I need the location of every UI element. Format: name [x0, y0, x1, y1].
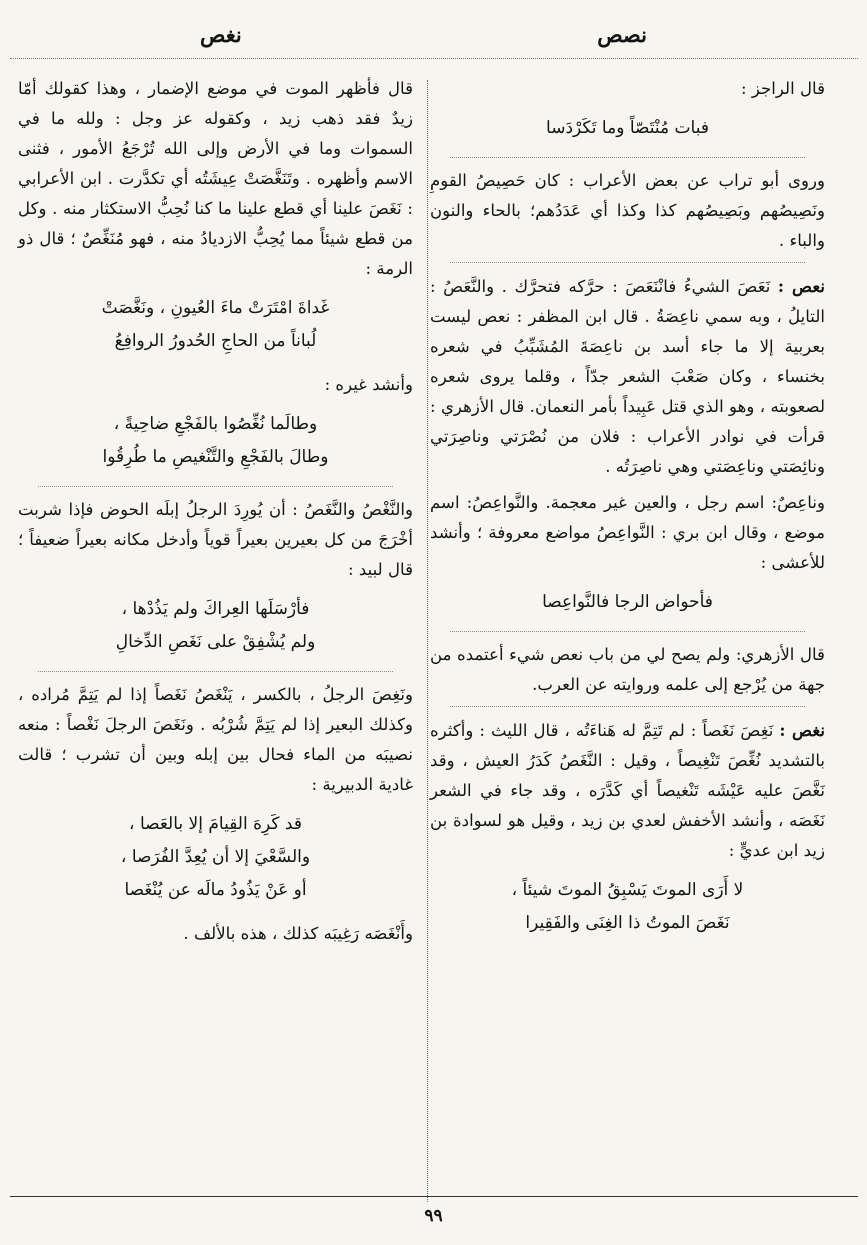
paragraph: قال فأظهر الموت في موضع الإضمار ، وهذا كقولك أمّا زيدٌ فقد ذهب زيد ، وكقوله عز وجل : ولله ما في السموات وما في الأرض وإلى الله تُرْجَعُ الأمور ، فثنى الاسم وأظهره . وتَنَغَّصَتْ عِيشَتُه أي تكدَّرت . ابن الأعرابي : نَغَصَ علينا أي قطع علينا ما كنا نُحِبُّ الاستكثار منه . وكل من قطع شيئاً مما يُحِبُّ الازديادُ منه ، فهو مُنَغِّصٌ ؛ قال ذو الرمة :: [18, 79, 413, 278]
headword-right: نصص: [597, 22, 647, 47]
paragraph: وأَنْغَصَه رَغِيبَه كذلك ، هذه بالألف .: [183, 924, 413, 943]
section-divider: [450, 157, 805, 158]
paragraph: ونَغِصَ الرجلُ ، بالكسر ، يَنْغَصُ نَغَصاً إذا لم يَتِمَّ مُراده ، وكذلك البعير إذا لم يَتِمَّ شُرْبُه . ونَغَصَ الرجلَ نَغْصاً : منعه نصيبَه من الماء فحال بين إبله وبين أن تشرب ؛ قالت غادية الدبيرية :: [18, 685, 413, 794]
right-column: [430, 74, 825, 952]
verse-block: [430, 874, 825, 940]
verse-line: قد كَرِهَ القِيامَ إلا بالعَصا ،: [129, 814, 302, 834]
left-column: [18, 74, 413, 955]
verse-line: وطالَ بالفَجْعِ والتَّنْغيصِ ما طُرِقُوا: [102, 447, 329, 467]
verse-line: نَغَصَ الموتُ ذا الغِنَى والفَقِيرا: [525, 913, 730, 933]
entry-nagas: [430, 715, 825, 866]
verse-line: وطالَما نُغِّصُوا بالفَجْعِ ضاحِيةً ،: [113, 414, 318, 434]
column-divider: [427, 80, 428, 1202]
verse-line: فبات مُنْتَصّاً وما تَكَرْدَسا: [546, 118, 709, 138]
section-divider: [38, 671, 393, 672]
verse-block: [18, 292, 413, 358]
verse-line: أو عَنْ يَذُودُ مالَه عن يُنْغَصا: [124, 880, 307, 900]
entry-nas: [430, 271, 825, 482]
verse-line: والسَّعْيَ إلا أن يُعِدَّ الفُرَصا ،: [120, 847, 311, 867]
entry-label: نغص :: [779, 720, 825, 740]
page-number: ٩٩: [424, 1206, 443, 1226]
verse-line: ولم يُشْفِقْ على نَغَصِ الدِّخالِ: [115, 632, 316, 652]
paragraph: والنَّغْصُ والنَّغَصُ : أن يُورِدَ الرجلُ إبلَه الحوض فإذا شربت أخْرَجَ من كل بعيرين بعيراً قوياً وأدخل مكانه بعيراً ضعيفاً ؛ قال لبيد :: [18, 500, 413, 579]
verse-block: [18, 408, 413, 474]
headword-left: نغص: [200, 22, 242, 47]
verse-line: لُباناً من الحاجِ الحُدورُ الروافِعُ: [114, 331, 317, 351]
verse-block: [430, 112, 825, 145]
section-divider: [450, 631, 805, 632]
verse-block: [18, 593, 413, 659]
paragraph: وأنشد غيره :: [324, 375, 413, 394]
section-divider: [450, 706, 805, 707]
footer-divider: [10, 1196, 858, 1197]
verse-line: فأحواض الرجا فالنَّواعِصا: [542, 592, 713, 612]
verse-block: [430, 586, 825, 619]
page-header: [0, 18, 867, 54]
verse-line: لا أَرَى الموتَ يَسْبِقُ الموتَ شيئاً ،: [511, 880, 744, 900]
entry-label: نعص :: [777, 276, 825, 296]
section-divider: [450, 262, 805, 263]
entry-text: نَعَصَ الشيءُ فانْنَعَصَ : حرَّكه فتحرَّك . والنَّعَصُ : التايلُ ، وبه سمي ناعِصَةُ . قال ابن المظفر : نعص ليست بعربية إلا ما جاء أسد بن ناعِصَةَ المُشَبِّبُ في شعره بخنساء ، وكان صَعْبَ الشعر جدّاً ، وقلما يروى شعره لصعوبته ، وهو الذي قتل عَبِيداً بأمر النعمان. قال الأزهري : قرأت في نوادر الأعراب : فلان من نُصْرَتي وناصِرَتي ونائِصَتي وناعِصَتي وهي ناصِرَتُه .: [430, 277, 825, 476]
verse-line: غَداةَ امْتَرَتْ ماءَ العُيونِ ، ونَغَّصَتْ: [101, 298, 330, 318]
verse-line: فأرْسَلَها العِراكَ ولم يَذُدْها ،: [121, 599, 310, 619]
paragraph: قال الأزهري: ولم يصح لي من باب نعص شيء أعتمده من جهة من يُرْجع إلى علمه وروايته عن العرب.: [430, 645, 825, 694]
entry-text: نَغِصَ نَغَصاً : لم تَتِمَّ له هَناءَتُه ، قال الليث : وأكثره بالتشديد نُغِّصَ تَنْغِيصاً ، وقيل : النَّغَصُ كَدَرُ العيش ، وقد نَغَّصَ عليه عَيْشَه تَنْغيصاً أي كَدَّرَه ، وقد جاء في الشعر نَغَصَه ، وأنشد الأخفش لعدي بن زيد ، وقيل هو لسوادة بن زيد ابن عديٍّ :: [430, 721, 825, 860]
paragraph: وناعِصٌ: اسم رجل ، والعين غير معجمة. والنَّواعِصُ: اسم موضع ، وقال ابن بري : النَّواعِصُ مواضع معروفة ؛ وأنشد للأعشى :: [430, 493, 825, 572]
section-divider: [38, 486, 393, 487]
paragraph: وروى أبو تراب عن بعض الأعراب : كان حَصِيصُ القومِ ونَصِيصُهم وبَصِيصُهم كذا وكذا أي عَدَدُهم؛ بالحاء والنون والباء .: [430, 171, 825, 250]
verse-block: [18, 808, 413, 907]
paragraph: قال الراجز :: [740, 79, 825, 98]
header-divider: [10, 58, 858, 59]
